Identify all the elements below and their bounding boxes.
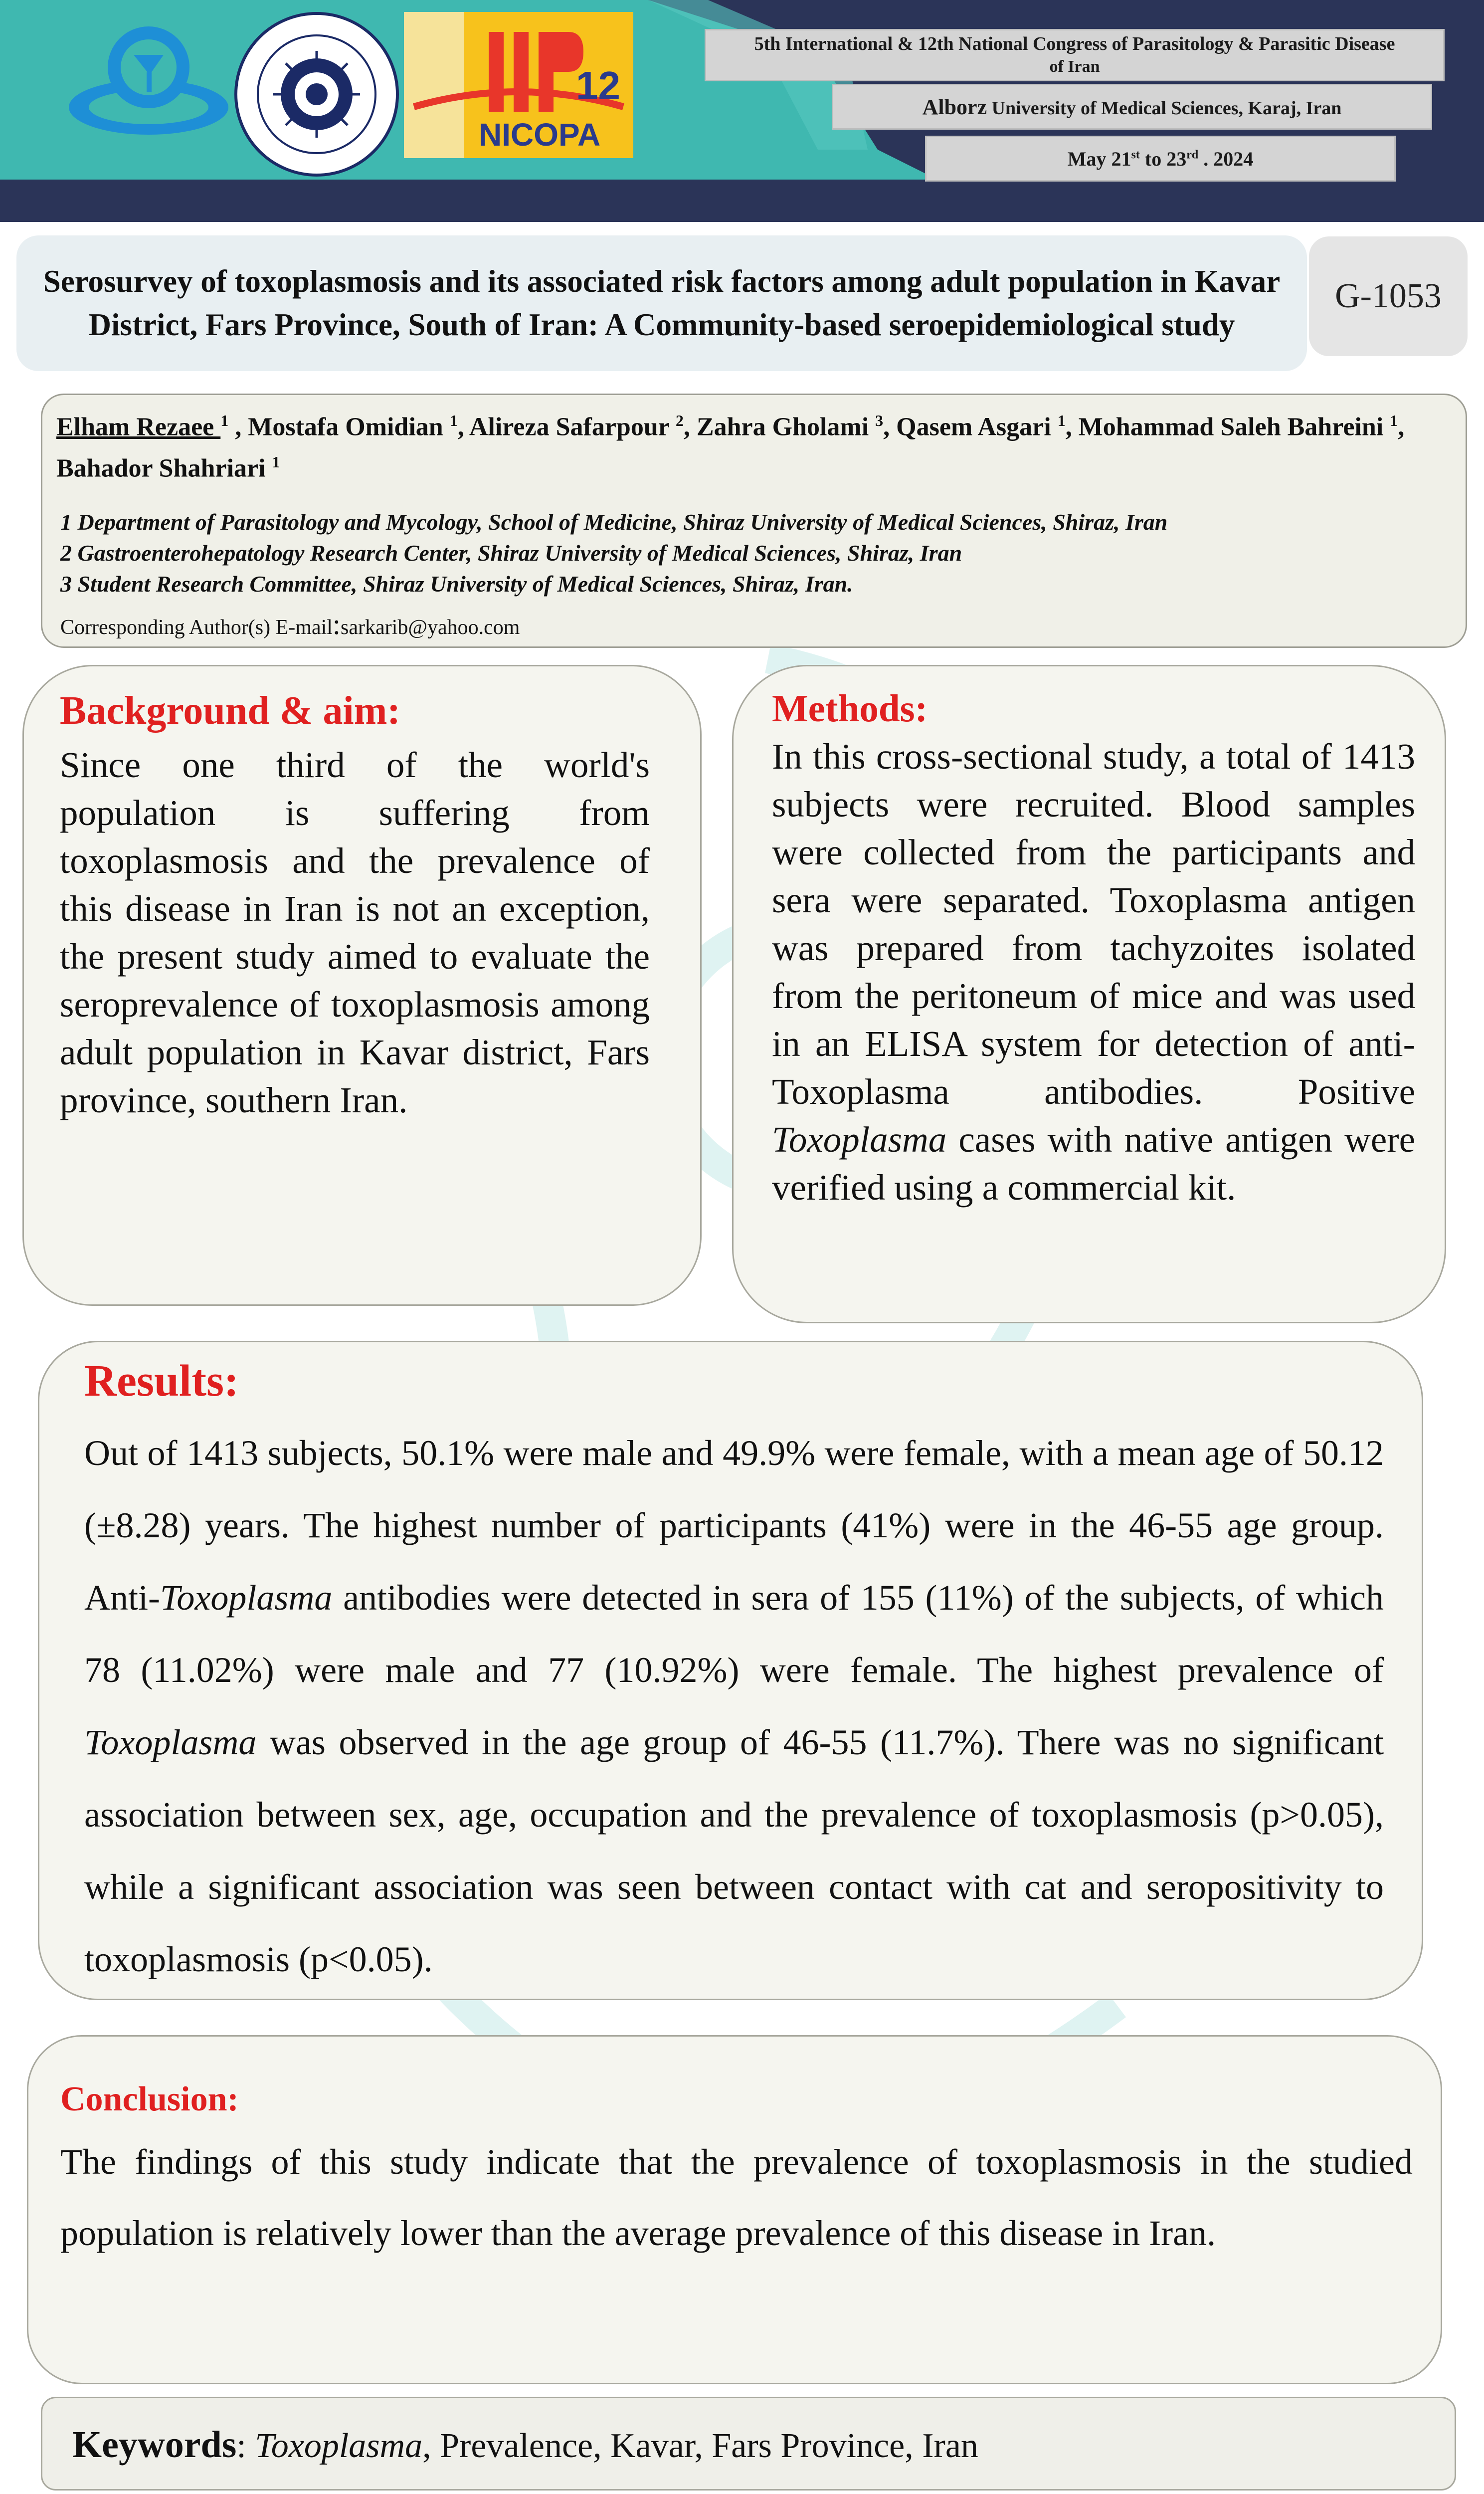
date-sup2: rd: [1186, 148, 1199, 162]
university-name-bold: Alborz: [922, 94, 987, 119]
author-name: Elham Rezaee: [56, 413, 221, 441]
poster-title: Serosurvey of toxoplasmosis and its associated risk factors among adult population in Kavar District, Fars Province, South of Iran: A Community-based seroepidemiological study: [43, 264, 1281, 342]
author-name: Mostafa Omidian: [248, 413, 450, 441]
society-seal-icon: [233, 11, 400, 178]
author-affiliation: 1: [220, 412, 229, 429]
background-heading: Background & aim:: [60, 689, 401, 733]
iranian-society-of-parasitology-emblem-icon: [64, 20, 233, 145]
keywords-colon: :: [236, 2427, 255, 2465]
corresponding-colon: :: [332, 608, 341, 640]
date-to: to 23: [1139, 147, 1187, 170]
results-section: [38, 1341, 1423, 2000]
methods-section: [732, 665, 1446, 1323]
nicopa-12-logo-icon: [404, 12, 633, 158]
poster-code: G-1053: [1335, 277, 1442, 315]
university-name-rest: University of Medical Sciences, Karaj, Iran: [987, 97, 1342, 119]
methods-text-part1: In this cross-sectional study, a total of 1413 subjects were recruited. Blood samples were collected from the participants and sera were separated. Toxoplasma antigen was prepared from tachyzoites isolated from the peritoneum of mice and was used in an ELISA system for detection of anti-Toxoplasma antibodies. Positive: [772, 736, 1415, 1112]
corresponding-label: Corresponding Author(s) E-mail: [60, 616, 333, 639]
conclusion-section: [27, 2035, 1442, 2384]
conclusion-heading: Conclusion:: [60, 2080, 239, 2118]
corresponding-author: [60, 608, 520, 641]
authors-box: [41, 394, 1467, 648]
methods-text: [772, 733, 1415, 1212]
results-heading: Results:: [84, 1356, 239, 1406]
corresponding-email: sarkarib@yahoo.com: [341, 616, 520, 639]
results-text-part2: antibodies were detected in sera of 155 (11%) of the subjects, of which 78 (11.02%) were male and 77 (10.92%) were female. The highest prevalence of: [84, 1578, 1384, 1690]
methods-heading: Methods:: [772, 687, 928, 730]
keywords-rest: , Prevalence, Kavar, Fars Province, Iran: [422, 2427, 978, 2465]
svg-text:12: 12: [576, 63, 620, 108]
results-text-part3: was observed in the age group of 46-55 (11.7%). There was no significant association between sex, age, occupation and the prevalence of toxoplasmosis (p>0.05), while a significant association was seen between contact with cat and seropositivity to toxoplasmosis (p<0.05).: [84, 1722, 1384, 1979]
author-affiliation: 1: [272, 453, 280, 471]
methods-text-italic: Toxoplasma: [772, 1119, 947, 1160]
results-text-italic1: Toxoplasma: [160, 1578, 333, 1618]
results-text-italic2: Toxoplasma: [84, 1722, 257, 1762]
author-name: Zahra Gholami: [696, 413, 876, 441]
date-year: . 2024: [1198, 147, 1254, 170]
congress-name-line1: 5th International & 12th National Congress of Parasitology & Parasitic Disease: [754, 33, 1395, 54]
keywords-section: [41, 2397, 1456, 2491]
author-affiliation: 1: [449, 412, 458, 429]
affiliation-2: 2 Gastroenterohepatology Research Center, Shiraz University of Medical Sciences, Shiraz, Iran: [60, 540, 962, 566]
keywords-line: [72, 2423, 978, 2467]
author-name: Qasem Asgari: [896, 413, 1058, 441]
date-box: [925, 136, 1396, 182]
university-box: [832, 84, 1432, 130]
keywords-italic: Toxoplasma: [255, 2427, 423, 2465]
results-text: [84, 1417, 1384, 1996]
header-banner: [0, 0, 1484, 222]
affiliation-1: 1 Department of Parasitology and Mycology, School of Medicine, Shiraz University of Medical Sciences, Shiraz, Iran: [60, 509, 1168, 535]
congress-name-line2: of Iran: [1049, 57, 1100, 76]
conclusion-text: The findings of this study indicate that the prevalence of toxoplasmosis in the studied population is relatively lower than the average prevalence of this disease in Iran.: [60, 2142, 1413, 2253]
author-affiliation: 1: [1390, 412, 1398, 429]
author-affiliation: 1: [1057, 412, 1066, 429]
poster-title-box: [16, 235, 1307, 371]
svg-text:NICOPA: NICOPA: [479, 117, 601, 153]
author-name: Mohammad Saleh Bahreini: [1078, 413, 1390, 441]
author-affiliation: 3: [875, 412, 884, 429]
author-name: Bahador Shahriari: [56, 454, 272, 483]
author-affiliation: 2: [675, 412, 684, 429]
background-text: Since one third of the world's population is suffering from toxoplasmosis and the prevalence of this disease in Iran is not an exception, the present study aimed to evaluate the seroprevalence of toxoplasmosis among adult population in Kavar district, Fars province, southern Iran.: [60, 745, 650, 1120]
methods-text-part2: cases with native antigen were verified using a commercial kit.: [772, 1119, 1415, 1208]
affiliation-3: 3 Student Research Committee, Shiraz University of Medical Sciences, Shiraz, Iran.: [60, 571, 853, 597]
background-section: [22, 665, 702, 1306]
poster-code-box: [1309, 236, 1468, 356]
date-sup1: st: [1131, 148, 1140, 162]
date-day1: May 21: [1067, 147, 1131, 170]
keywords-label: Keywords: [72, 2424, 237, 2466]
author-list: Elham Rezaee $^1$ , Mostafa Omidian $^1$, Alireza Safarpour $^2$, Zahra Gholami $^3$, Qasem Asgari $^1$, Mohammad Saleh Bahreini $^1$, Bahador Shahriari $^1$: [56, 412, 1405, 483]
congress-name-box: [705, 29, 1445, 81]
author-name: Alireza Safarpour: [469, 413, 676, 441]
results-text-part1: Out of 1413 subjects, 50.1% were male and 49.9% were female, with a mean age of 50.12 (±8.28) years. The highest number of participants (41%) were in the 46-55 age group. Anti-: [84, 1433, 1384, 1618]
